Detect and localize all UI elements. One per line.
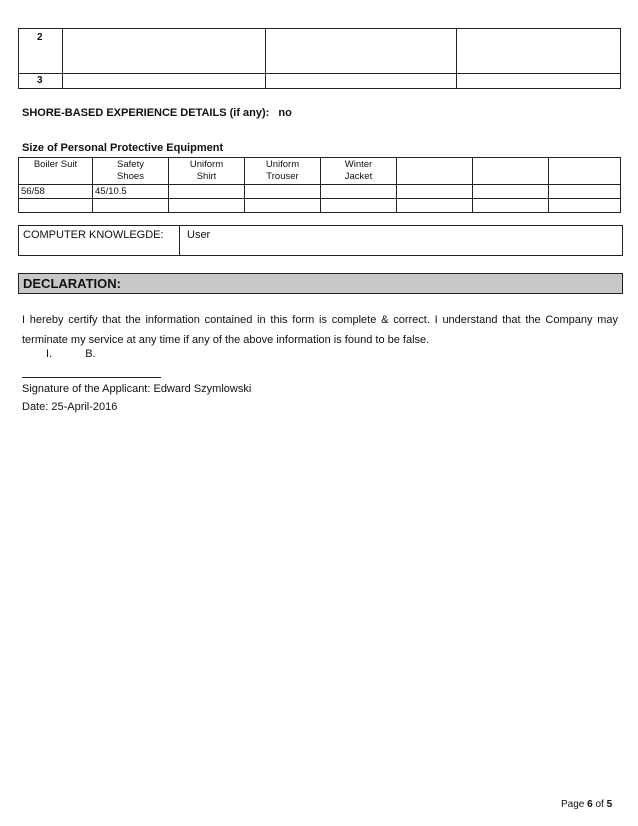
ppe-value bbox=[321, 185, 397, 199]
declaration-list bbox=[46, 348, 96, 360]
ppe-header-uniform-trouser: Uniform Trouser bbox=[245, 158, 321, 185]
computer-knowledge-value: User bbox=[187, 229, 211, 241]
ppe-value bbox=[473, 185, 549, 199]
declaration-title: DECLARATION: bbox=[23, 276, 121, 291]
computer-knowledge-label: COMPUTER KNOWLEGDE: bbox=[19, 226, 180, 255]
table-cell bbox=[321, 199, 397, 213]
page-number: Page 6 of 5 bbox=[561, 799, 613, 810]
ppe-table bbox=[18, 157, 621, 213]
ppe-value bbox=[169, 185, 245, 199]
table-cell bbox=[63, 29, 266, 74]
table-cell bbox=[169, 199, 245, 213]
ppe-header-empty bbox=[473, 158, 549, 185]
ppe-empty-row bbox=[19, 199, 621, 213]
ppe-values-row bbox=[19, 185, 621, 199]
ppe-value bbox=[549, 185, 621, 199]
shore-based-value: no bbox=[278, 107, 292, 119]
table-cell bbox=[457, 74, 621, 89]
declaration-header bbox=[18, 273, 623, 294]
table-cell bbox=[245, 199, 321, 213]
ppe-header-empty bbox=[549, 158, 621, 185]
ppe-header-safety-shoes: Safety Shoes bbox=[93, 158, 169, 185]
table-cell bbox=[457, 29, 621, 74]
row-number: 2 bbox=[19, 29, 63, 74]
table-cell bbox=[266, 29, 457, 74]
ppe-header-boiler-suit: Boiler Suit bbox=[19, 158, 93, 185]
ppe-value bbox=[397, 185, 473, 199]
ppe-header-uniform-shirt: Uniform Shirt bbox=[169, 158, 245, 185]
ppe-value: 56/58 bbox=[19, 185, 93, 199]
signature-line: Signature of the Applicant: Edward Szymlowski bbox=[22, 383, 252, 395]
computer-knowledge-box bbox=[18, 225, 623, 256]
table-cell bbox=[63, 74, 266, 89]
row-number: 3 bbox=[19, 74, 63, 89]
table-cell bbox=[549, 199, 621, 213]
table-cell bbox=[266, 74, 457, 89]
table-cell bbox=[19, 199, 93, 213]
shore-based-line bbox=[22, 107, 292, 119]
ppe-header-row bbox=[19, 158, 621, 185]
list-item: I. bbox=[46, 348, 53, 360]
shore-based-label: SHORE-BASED EXPERIENCE DETAILS (if any): bbox=[22, 107, 270, 119]
table-cell bbox=[93, 199, 169, 213]
table-row bbox=[19, 74, 621, 89]
list-item: B. bbox=[85, 348, 96, 360]
date-line: Date: 25-April-2016 bbox=[22, 401, 118, 413]
ppe-title: Size of Personal Protective Equipment bbox=[22, 142, 224, 154]
table-cell bbox=[473, 199, 549, 213]
declaration-text: I hereby certify that the information contained in this form is complete & correct. I understand that the Company may terminate my service at any time if any of the above information is found to be false. bbox=[22, 314, 618, 346]
ppe-header-empty bbox=[397, 158, 473, 185]
table-cell bbox=[397, 199, 473, 213]
table-row bbox=[19, 29, 621, 74]
ppe-value: 45/10.5 bbox=[93, 185, 169, 199]
experience-table bbox=[18, 28, 621, 89]
signature-rule bbox=[22, 377, 161, 378]
ppe-value bbox=[245, 185, 321, 199]
ppe-header-winter-jacket: Winter Jacket bbox=[321, 158, 397, 185]
